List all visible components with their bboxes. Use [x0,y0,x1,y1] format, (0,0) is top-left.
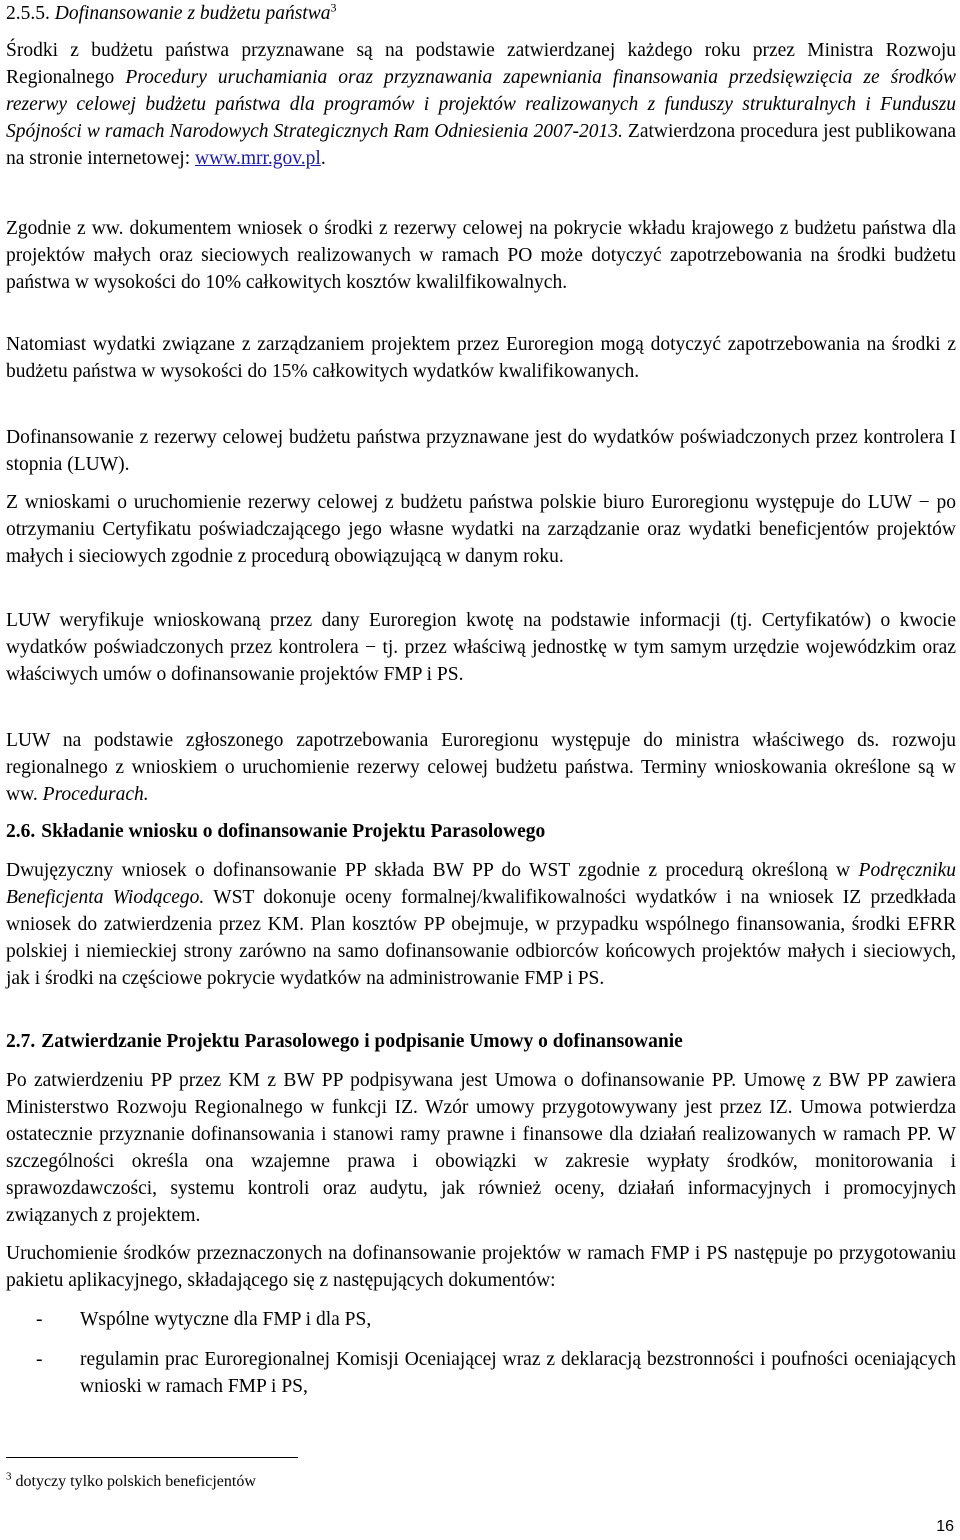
website-link[interactable]: www.mrr.gov.pl [194,148,321,169]
paragraph-text: Dwujęzyczny wniosek o dofinansowanie PP składa BW PP do WST zgodnie z procedurą określoną w [6,860,851,881]
procedures-italic: Procedurach. [42,784,149,805]
paragraph-reserve-requests: Z wnioskami o uruchomienie rezerwy celowej z budżetu państwa polskie biuro Euroregionu występuje do LUW − po otrzymaniu Certyfikatu poświadczającego jego własne wydatki na zarządzanie oraz wydatki beneficjentów projektów małych i sieciowych zgodnie z procedurą obowiązującą w danym roku. [6,492,956,567]
paragraph-application [6,857,956,992]
paragraph-text: WST dokonuje oceny formalnej/kwalifikowalności wydatków i na wniosek IZ przedkłada wniosek do zatwierdzenia przez KM. Plan kosztów PP obejmuje, w przypadku wspólnego finansowania, środki EFRR polskiej i niemieckiej strony zarówno na samo dofinansowanie odbiorców końcowych projektów małych i sieciowych, jak i środki na częściowe pokrycie wydatków na administrowanie FMP i PS. [6,887,956,989]
heading-title: Składanie wniosku o dofinansowanie Projektu Parasolowego [41,821,546,842]
section-heading [6,2,336,26]
section-title: Dofinansowanie z budżetu państwa [54,3,331,24]
heading-2-7 [6,1030,683,1054]
procedure-title-italic: Procedury uruchamiania oraz przyznawania zapewniania finansowania przedsięwzięcia ze środków rezerwy celowej budżetu państwa dla programów i projektów realizowanych z funduszy strukturalnych i Funduszu Spójności w ramach Narodowych Strategicznych Ram Odniesienia 2007-2013. [6,67,957,142]
paragraph-luw-verification: LUW weryfikuje wnioskowaną przez dany Euroregion kwotę na podstawie informacji (tj. Certyfikatów) o kwocie wydatków poświadczonych przez kontrolera − tj. przez właściwą jednostkę w tym samym urzędzie wojewódzkim oraz właściwych umów o dofinansowanie projektów FMP i PS. [6,610,956,685]
paragraph-luw-minister [6,727,956,808]
list-dash: - [36,1349,43,1370]
footnote-text: dotyczy tylko polskich beneficjentów [15,1473,256,1490]
list-item-text: Wspólne wytyczne dla FMP i dla PS, [80,1309,372,1330]
paragraph-end: . [320,148,326,169]
list-item-text: regulamin prac Euroregionalnej Komisji Oceniającej wraz z deklaracją bezstronności i poufności oceniających wnioski w ramach FMP i PS, [80,1349,956,1397]
paragraph-launch-funds: Uruchomienie środków przeznaczonych na dofinansowanie projektów w ramach FMP i PS następuje po przygotowaniu pakietu aplikacyjnego, składającego się z następujących dokumentów: [6,1243,956,1291]
footnote [6,1472,256,1492]
paragraph-15-percent: Natomiast wydatki związane z zarządzaniem projektem przez Euroregion mogą dotyczyć zapotrzebowania na środki z budżetu państwa w wysokości do 15% całkowitych wydatków kwalifikowanych. [6,334,956,382]
section-number: 2.5.5. [6,3,50,24]
list-dash: - [36,1309,43,1330]
heading-2-6 [6,820,545,844]
footnote-number: 3 [6,1470,12,1483]
heading-title: Zatwierdzanie Projektu Parasolowego i podpisanie Umowy o dofinansowanie [41,1031,683,1052]
paragraph-agreement: Po zatwierdzeniu PP przez KM z BW PP podpisywana jest Umowa o dofinansowanie PP. Umowę z BW PP zawiera Ministerstwo Rozwoju Regionalnego w funkcji IZ. Wzór umowy przygotowywany jest przez IZ. Umowa potwierdza ostatecznie przyznanie dofinansowania i stanowi ramy prawne i finansowe dla działań realizowanych w ramach PP. W szczególności określa ona wzajemne prawa i obowiązki w zakresie wypłaty środków, monitorowania i sprawozdawczości, systemu kontroli oraz audytu, jak również oceny, działań informacyjnych i promocyjnych związanych z projektem. [6,1070,956,1226]
heading-number: 2.7. [6,1031,36,1052]
paragraph-luw-control: Dofinansowanie z rezerwy celowej budżetu państwa przyznawane jest do wydatków poświadczonych przez kontrolera I stopnia (LUW). [6,427,956,475]
footnote-ref[interactable]: 3 [330,0,337,15]
paragraph-text: Środki z budżetu państwa przyznawane są na podstawie zatwierdzanej każdego roku przez Ministra Rozwoju Regionalnego [6,40,956,88]
paragraph-text: Zatwierdzona procedura jest publikowana na stronie internetowej: [6,121,957,169]
page-number: 16 [936,1518,954,1535]
handbook-italic: Podręczniku Beneficjenta Wiodącego. [6,860,957,908]
paragraph-10-percent: Zgodnie z ww. dokumentem wniosek o środki z rezerwy celowej na pokrycie wkładu krajowego z budżetu państwa dla projektów małych oraz sieciowych realizowanych w ramach PO może dotyczyć zapotrzebowania na środki budżetu państwa w wysokości do 10% całkowitych kosztów kwalilfikowalnych. [6,218,956,293]
footnote-divider [6,1457,298,1458]
paragraph-procedure [6,37,956,172]
heading-number: 2.6. [6,821,36,842]
paragraph-text: LUW na podstawie zgłoszonego zapotrzebowania Euroregionu występuje do ministra właściwego ds. rozwoju regionalnego z wnioskiem o uruchomienie rezerwy celowej budżetu państwa. Terminy wnioskowania określone są w ww. [6,730,956,805]
